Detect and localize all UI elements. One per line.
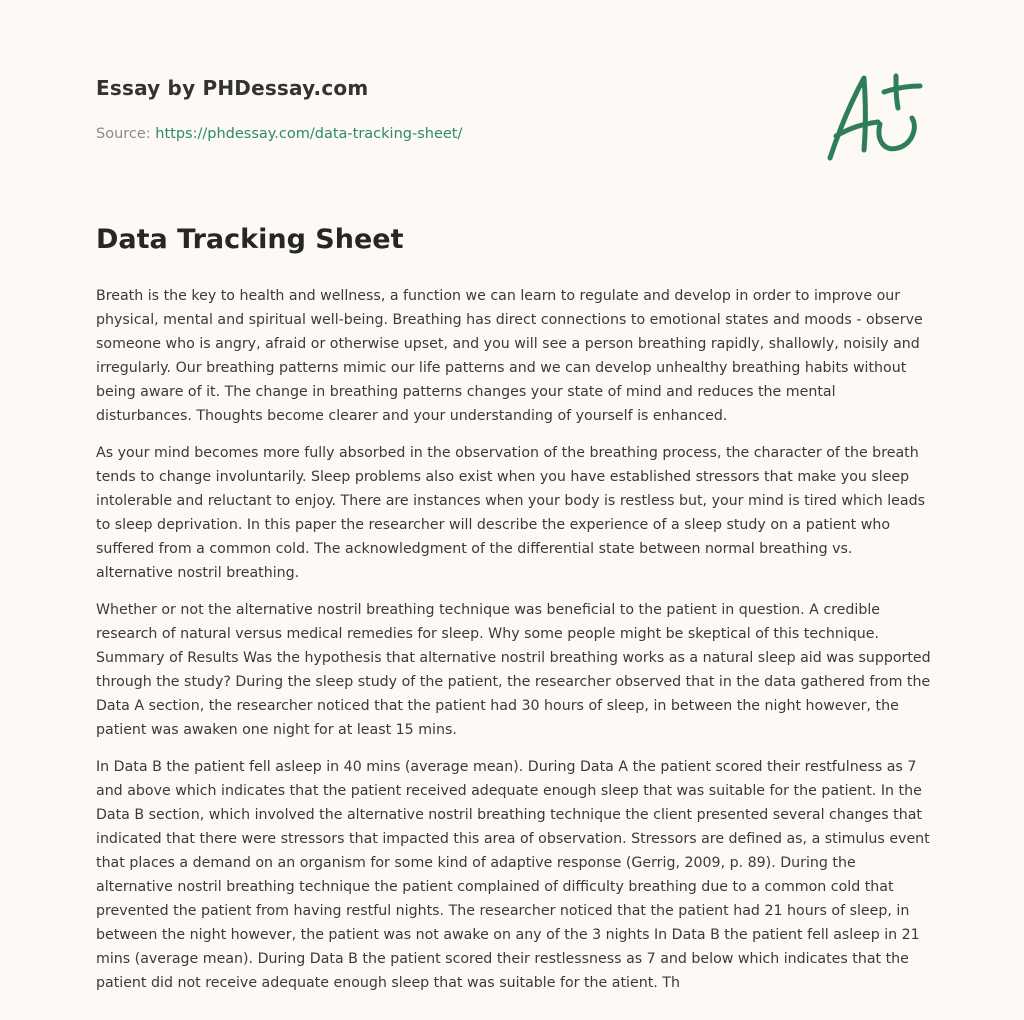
essay-paragraph: In Data B the patient fell asleep in 40 mins (average mean). During Data A the patient scored their restfulness as 7 and above which indicates that the patient received adequate enough sleep that was suitable for the patient. In the Data B section, which involved the alternative nostril breathing technique the client presented several changes that indicated that there were stressors that impacted this area of observation. Stressors are defined as, a stimulus event that places a demand on an organism for some kind of adaptive response (Gerrig, 2009, p. 89). During the alternative nostril breathing technique the patient complained of difficulty breathing due to a common cold that prevented the patient from having restful nights. The researcher noticed that the patient had 21 hours of sleep, in between the night however, the patient was not awake on any of the 3 nights In Data B the patient fell asleep in 21 mins (average mean). During Data B the patient scored their restlessness as 7 and below which indicates that the patient did not receive adequate enough sleep that was suitable for the atient. Th (96, 759, 930, 991)
essay-body (96, 284, 932, 1008)
essay-paragraph: As your mind becomes more fully absorbed in the observation of the breathing process, the character of the breath tends to change involuntarily. Sleep problems also exist when you have established stressors that make you sleep intolerable and reluctant to enjoy. There are instances when your body is restless but, your mind is tired which leads to sleep deprivation. In this paper the researcher will describe the experience of a sleep study on a patient who suffered from a common cold. The acknowledgment of the differential state between normal breathing vs. alternative nostril breathing. (96, 445, 925, 581)
source-label: Source: (96, 126, 156, 142)
header (96, 76, 796, 142)
brand-title: Essay by PHDessay.com (96, 76, 369, 100)
essay-paragraph: Whether or not the alternative nostril breathing technique was beneficial to the patient in question. A credible research of natural versus medical remedies for sleep. Why some people might be skeptical of this technique. Summary of Results Was the hypothesis that alternative nostril breathing works as a natural sleep aid was supported through the study? During the sleep study of the patient, the researcher observed that in the data gathered from the Data A section, the researcher noticed that the patient had 30 hours of sleep, in between the night however, the patient was awaken one night for at least 15 mins. (96, 602, 931, 738)
a-plus-grade-icon (818, 66, 928, 166)
source-line (96, 126, 796, 142)
source-link[interactable]: https://phdessay.com/data-tracking-sheet/ (155, 126, 463, 142)
page-title: Data Tracking Sheet (96, 224, 404, 255)
essay-paragraph: Breath is the key to health and wellness, a function we can learn to regulate and develop in order to improve our physical, mental and spiritual well-being. Breathing has direct connections to emotional states and moods - observe someone who is angry, afraid or otherwise upset, and you will see a person breathing rapidly, shallowly, noisily and irregularly. Our breathing patterns mimic our life patterns and we can develop unhealthy breathing habits without being aware of it. The change in breathing patterns changes your state of mind and reduces the mental disturbances. Thoughts become clearer and your understanding of yourself is enhanced. (96, 288, 923, 424)
